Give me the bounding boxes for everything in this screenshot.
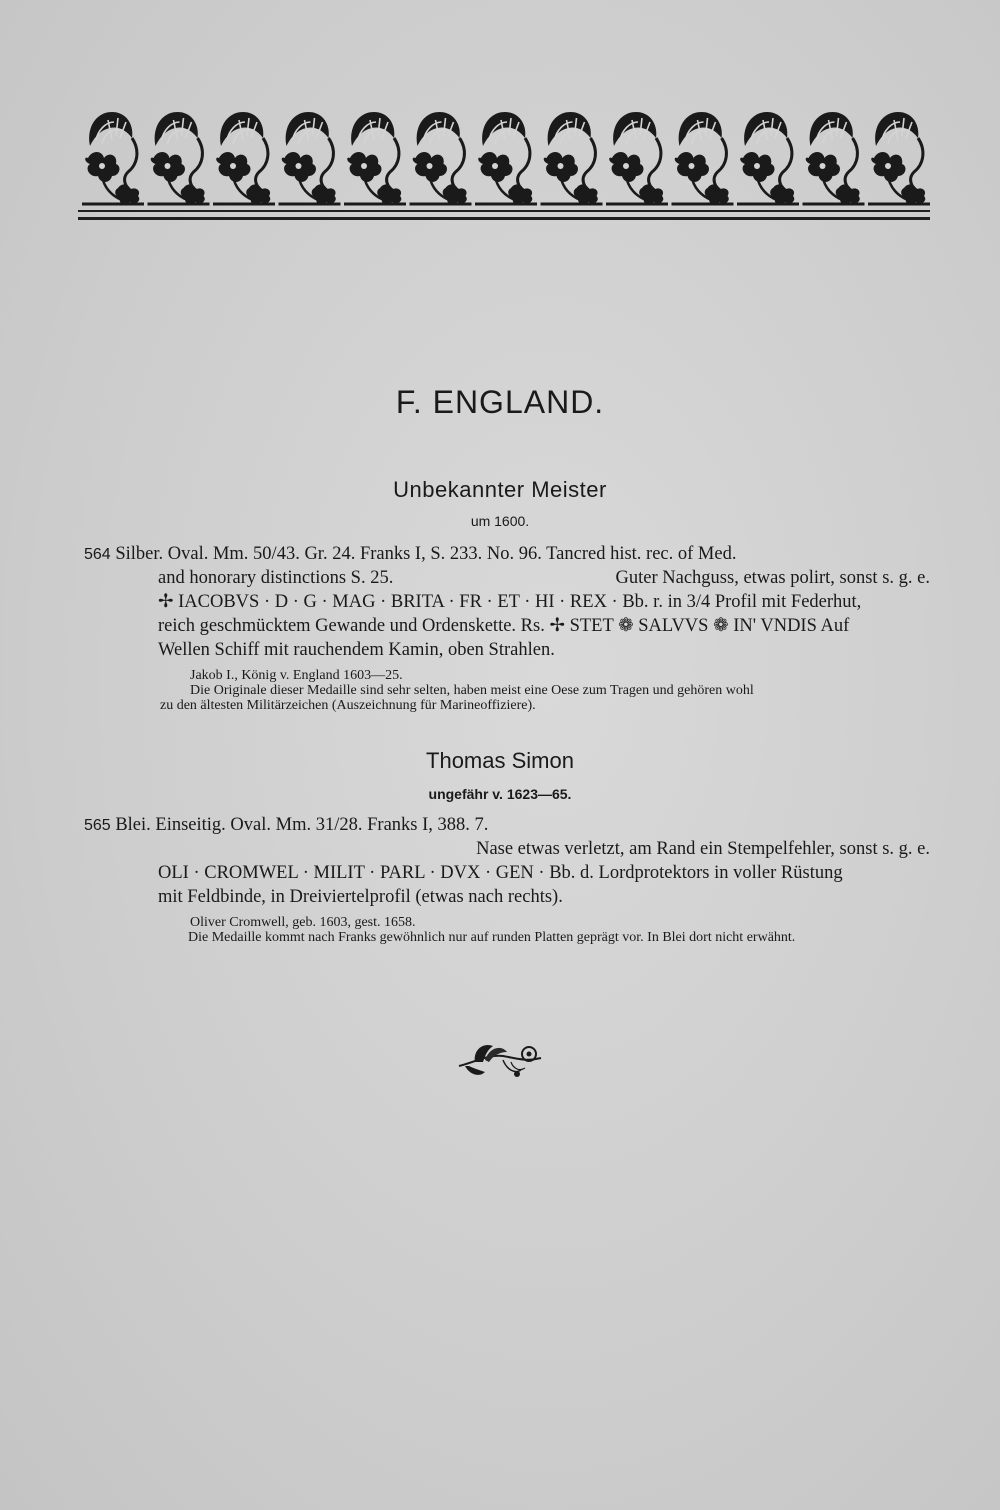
entry-line: mit Feldbinde, in Dreiviertelprofil (etwas nach rechts). [158,887,563,907]
clover-tile-ornament [344,112,406,205]
entry-line: and honorary distinctions S. 25. [158,568,394,588]
entry-line: Silber. Oval. Mm. 50/43. Gr. 24. Franks I, S. 233. No. 96. Tancred hist. rec. of Med. [115,544,737,564]
condition-note: Nase etwas verletzt, am Rand ein Stempelfehler, sonst s. g. e. [476,839,930,859]
entry-line: reich geschmücktem Gewande und Ordenskette. Rs. ✢ STET ❁ SALVVS ❁ IN' VNDIS Auf [158,616,850,636]
entry-line: Blei. Einseitig. Oval. Mm. 31/28. Franks I, 388. 7. [115,815,489,835]
floral-end-ornament [455,1032,545,1084]
clover-tile-ornament [475,112,537,205]
maker-date: um 1600. [470,513,530,529]
footnote: Jakob I., König v. England 1603—25. [190,668,403,683]
entry-number: 564 [84,546,111,563]
clover-tile-ornament [737,112,799,205]
entry-line: Wellen Schiff mit rauchendem Kamin, oben Strahlen. [158,640,555,660]
clover-tile-ornament [213,112,275,205]
frieze-rule-thin [78,210,930,212]
footnote: Oliver Cromwell, geb. 1603, gest. 1658. [190,915,416,930]
clover-tile-ornament [410,112,472,205]
clover-tile-ornament [868,112,930,205]
clover-tile-ornament [148,112,210,205]
maker-heading: Thomas Simon [426,748,574,773]
clover-tile-ornament [279,112,341,205]
entry-line: OLI · CROMWEL · MILIT · PARL · DVX · GEN · Bb. d. Lordprotektors in voller Rüstung [158,863,843,883]
maker-date: ungefähr v. 1623—65. [428,786,572,802]
clover-tile-ornament [541,112,603,205]
footnote: Die Medaille kommt nach Franks gewöhnlich nur auf runden Platten geprägt vor. In Blei dort nicht erwähnt. [188,930,796,945]
footnote: Die Originale dieser Medaille sind sehr selten, haben meist eine Oese zum Tragen und gehören wohl [190,683,754,698]
clover-tile-ornament [82,112,144,205]
clover-tile-ornament [606,112,668,205]
entry-number: 565 [84,817,111,834]
catalog-entry-564 [84,542,930,713]
clover-frieze-ornament [78,100,930,225]
clover-tile-ornament [672,112,734,205]
frieze-rule-thick [78,217,930,220]
entry-line: ✢ IACOBVS · D · G · MAG · BRITA · FR · ET · HI · REX · Bb. r. in 3/4 Profil mit Federhut, [158,592,862,612]
maker-heading: Unbekannter Meister [393,477,607,502]
condition-note: Guter Nachguss, etwas polirt, sonst s. g. e. [615,568,930,588]
footnote: zu den ältesten Militärzeichen (Auszeichnung für Marineoffiziere). [160,698,536,713]
section-title: F. ENGLAND. [395,384,605,420]
clover-tile-ornament [803,112,865,205]
catalog-entry-565 [84,813,930,945]
